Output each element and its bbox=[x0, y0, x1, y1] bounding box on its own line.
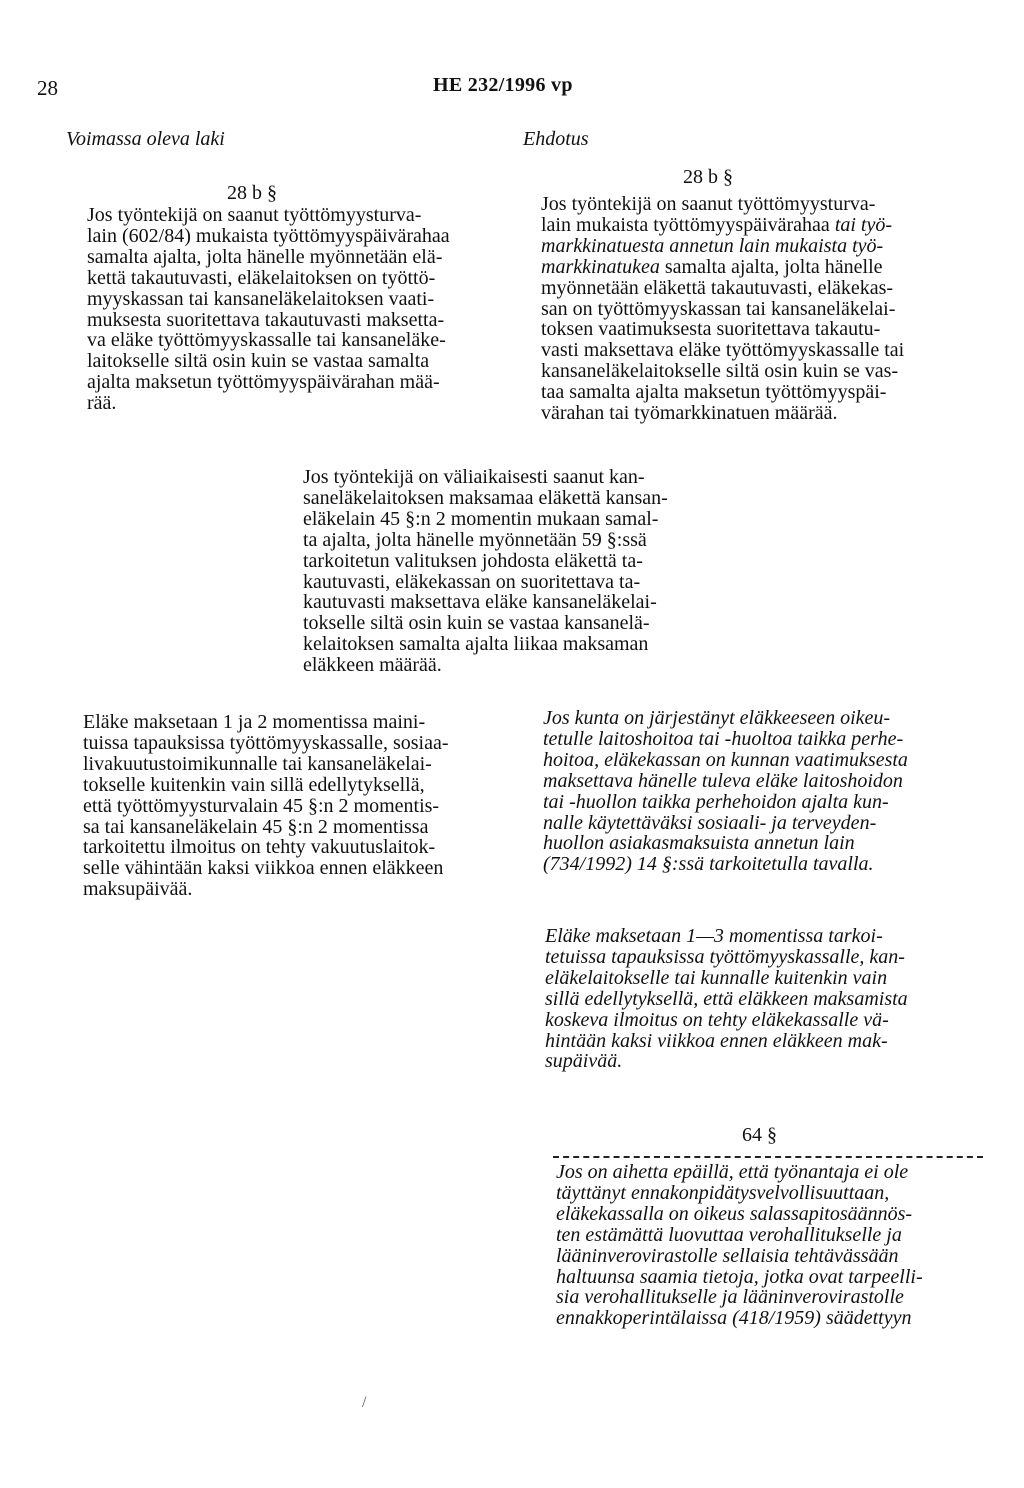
text-line: lääninverovirastolle sellaisia tehtävässään bbox=[556, 1244, 899, 1267]
text-line: lain (602/84) mukaista työttömyyspäivärahaa bbox=[87, 224, 450, 247]
text-line: markkinatuesta annetun lain mukaista työ- bbox=[541, 234, 884, 257]
text-line: maksettava hänelle tuleva eläke laitoshoidon bbox=[543, 769, 903, 792]
column-title-proposal: Ehdotus bbox=[523, 128, 589, 150]
text-line: Eläke maksetaan 1 ja 2 momentissa maini- bbox=[83, 711, 426, 733]
left-para-payment bbox=[83, 712, 513, 900]
text-line: Eläke maksetaan 1—3 momentissa tarkoi- bbox=[545, 925, 883, 947]
text-line: livakuutustoimikunnalle tai kansaneläkelai- bbox=[83, 752, 432, 775]
text-line: laitokselle siltä osin kuin se vastaa samalta bbox=[87, 350, 430, 373]
right-section-64-heading: 64 § bbox=[742, 1124, 777, 1146]
text-line: ajalta maksetun työttömyyspäivärahan mää- bbox=[87, 371, 440, 394]
text-line: eläkkeen määrää. bbox=[303, 654, 442, 677]
text-line: kansaneläkelaitokselle siltä osin kuin se vas- bbox=[541, 360, 899, 383]
text-line: että työttömyysturvalain 45 §:n 2 momentis- bbox=[83, 794, 440, 817]
text-line: saneläkelaitoksen maksamaa eläkettä kansan- bbox=[303, 486, 668, 509]
text-line: san on työttömyyskassan tai kansaneläkelai- bbox=[541, 297, 896, 320]
text-line: ten estämättä luovuttaa verohallitukselle ja bbox=[556, 1223, 902, 1246]
right-para-28b bbox=[541, 194, 981, 424]
document-id: HE 232/1996 vp bbox=[433, 74, 573, 96]
text-line: va eläke työttömyyskassalle tai kansaneläke- bbox=[87, 329, 446, 352]
text-line: rää. bbox=[87, 392, 117, 415]
text-line: myyskassan tai kansaneläkelaitoksen vaati- bbox=[87, 287, 435, 310]
text-line: eläkelaitokselle tai kunnalle kuitenkin vain bbox=[545, 966, 888, 989]
text-line: ta ajalta, jolta hänelle myönnetään 59 §:ssä bbox=[303, 528, 647, 551]
text-line: haltuunsa saamia tietoja, jotka ovat tarpeelli- bbox=[556, 1265, 923, 1288]
page-number: 28 bbox=[37, 76, 58, 100]
column-title-current-law: Voimassa oleva laki bbox=[66, 128, 225, 150]
text-line: sa tai kansaneläkelain 45 §:n 2 momentissa bbox=[83, 815, 429, 838]
text-line: tokselle kuitenkin vain sillä edellytyksellä, bbox=[83, 773, 425, 796]
left-para-28b bbox=[87, 205, 497, 414]
italic-insert: tai työ- bbox=[834, 213, 893, 236]
text-line: kettä takautuvasti, eläkelaitoksen on työttö- bbox=[87, 266, 436, 289]
text-line: muksesta suoritettava takautuvasti maksetta- bbox=[87, 308, 445, 331]
italic-insert: markkinatukea bbox=[541, 255, 660, 278]
omission-dashed-line bbox=[553, 1156, 983, 1158]
left-section-28b-heading: 28 b § bbox=[227, 182, 277, 204]
text-line: tetulle laitoshoitoa tai -huoltoa taikka perhe- bbox=[543, 727, 904, 750]
right-section-28b-heading: 28 b § bbox=[683, 166, 733, 188]
text-line: sia verohallitukselle ja lääninverovirastolle bbox=[556, 1286, 904, 1309]
text-line: Jos työntekijä on väliaikaisesti saanut kan- bbox=[303, 466, 645, 488]
text-line: kelaitoksen samalta ajalta liikaa maksaman bbox=[303, 633, 649, 656]
text-line: täyttänyt ennakonpidätysvelvollisuuttaan, bbox=[556, 1181, 890, 1204]
text-line: tokselle siltä osin kuin se vastaa kansanelä- bbox=[303, 612, 650, 635]
text-line: Jos on aihetta epäillä, että työnantaja ei ole bbox=[556, 1161, 909, 1183]
right-para-payment bbox=[545, 926, 975, 1072]
text-line: koskeva ilmoitus on tehty eläkekassalle vä- bbox=[545, 1008, 889, 1031]
text-line: markkinatukea samalta ajalta, jolta hänelle bbox=[541, 255, 883, 278]
text-line: tarkoitettu ilmoitus on tehty vakuutuslaitok- bbox=[83, 836, 436, 859]
text-line: Jos kunta on järjestänyt eläkkeeseen oikeu- bbox=[543, 707, 891, 729]
text-line: kautuvasti, eläkekassan on suoritettava ta- bbox=[303, 570, 641, 593]
text-line: toksen vaatimuksesta suoritettava takautu- bbox=[541, 318, 881, 341]
right-para-municipality bbox=[543, 708, 973, 875]
text-line: Jos työntekijä on saanut työttömyysturva- bbox=[87, 204, 422, 226]
text-line: Jos työntekijä on saanut työttömyysturva- bbox=[541, 193, 876, 215]
text-line: ennakkoperintälaissa (418/1959) säädettyyn bbox=[556, 1307, 912, 1330]
text-line: tetuissa tapauksissa työttömyyskassalle, kan- bbox=[545, 945, 905, 968]
text-line: eläkekassalla on oikeus salassapitosäännös- bbox=[556, 1202, 913, 1225]
text-line: vasti maksettava eläke työttömyyskassalle tai bbox=[541, 339, 905, 362]
center-para-temporary-pension bbox=[303, 467, 743, 676]
text-line: hoitoa, eläkekassan on kunnan vaatimuksesta bbox=[543, 748, 908, 771]
text-line: nalle käytettäväksi sosiaali- ja terveyden- bbox=[543, 811, 877, 834]
text-line: tuissa tapauksissa työttömyyskassalle, sosiaa- bbox=[83, 731, 449, 754]
stray-mark: / bbox=[362, 1394, 367, 1411]
text-line: myönnetään eläkettä takautuvasti, eläkekas- bbox=[541, 276, 894, 299]
text-line: lain mukaista työttömyyspäivärahaa tai työ- bbox=[541, 213, 893, 236]
text-line: maksupäivää. bbox=[83, 878, 193, 901]
text-line: tai -huollon taikka perhehoidon ajalta kun- bbox=[543, 790, 889, 813]
text-line: supäivää. bbox=[545, 1050, 623, 1073]
text-line: eläkelain 45 §:n 2 momentin mukaan samal- bbox=[303, 507, 659, 530]
text-line: taa samalta ajalta maksetun työttömyyspäi- bbox=[541, 381, 887, 404]
right-para-64 bbox=[556, 1162, 986, 1329]
text-line: huollon asiakasmaksuista annetun lain bbox=[543, 832, 855, 855]
text-line: kautuvasti maksettava eläke kansaneläkelai- bbox=[303, 591, 657, 614]
text-line: hintään kaksi viikkoa ennen eläkkeen mak- bbox=[545, 1029, 888, 1052]
text-line: värahan tai työmarkkinatuen määrää. bbox=[541, 402, 838, 425]
text-line: samalta ajalta, jolta hänelle myönnetään elä- bbox=[87, 245, 443, 268]
text-line: selle vähintään kaksi viikkoa ennen eläkkeen bbox=[83, 857, 444, 880]
text-line: sillä edellytyksellä, että eläkkeen maksamista bbox=[545, 987, 908, 1010]
text-line: (734/1992) 14 §:ssä tarkoitetulla tavalla. bbox=[543, 853, 874, 876]
text-line: tarkoitetun valituksen johdosta eläkettä ta- bbox=[303, 549, 643, 572]
